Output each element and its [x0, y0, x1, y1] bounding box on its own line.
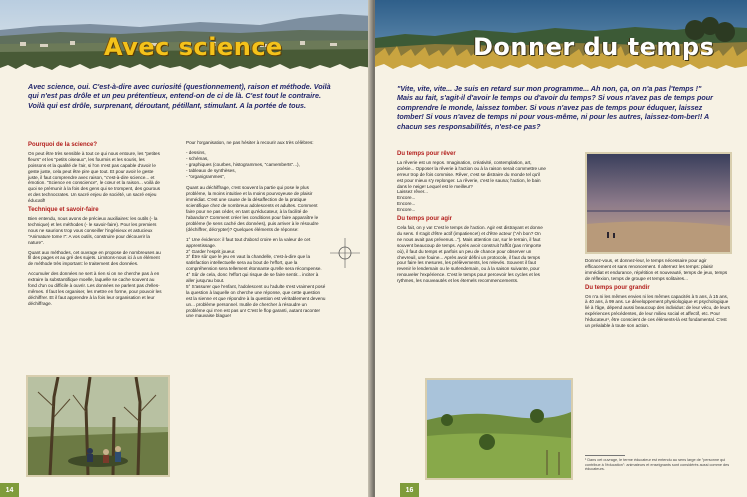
list-item: Encore... [397, 195, 416, 201]
section-heading: Pourquoi de la science? [28, 142, 98, 148]
paragraph: Bien entendu, nous avons de précieux auxiliaires: les outils (- la technique) et les méthodes (- le savoir-faire). Pour les premiers nous ne saurions trop vous conseiller l'ingénieux et astucieux "Animature tome I": A vos outils, construire pour découvrir la nature". [28, 215, 158, 245]
left-intro: Avec science, oui. C'est-à-dire avec curiosité (questionnement), raison et méthode. Voilà qui n'est pas drôle et un peu prétentieux, entend-on de ci de là. C'est tout le contraire. Voilà qui est drôle, surprenant, déroutant, pétillant, stimulant. A la portée de tous. [28, 82, 331, 110]
right-column-1 [397, 150, 547, 288]
left-column-2 [186, 140, 326, 319]
list-item: 5° S'assurer que l'enfant, l'adolescent ou l'adulte s'est vraiment posé la question à laquelle on cherche une réponse, que cette question est la sienne et que répondre à la question est véritablement devenu un... problème personnel. Inutile de chercher à résoudre un problème qui n'en est pas un! C'est le flop garanti, autant raconter une mauvaise blague! [186, 283, 326, 319]
list-item: 2° Garder l'esprit joueur. [186, 248, 236, 254]
paragraph: Accumuler des données ne sert à rien si on ne cherche pas à en extraire la substantifique moelle, laquelle se cache souvent au fond d'un ou difficile à ouvrir. Les données ne parlent pas d'elles-mêmes. Il faut les organiser, les mettre en forme, pour pouvoir les déchiffrer. Et il faut apprendre à la fois leur organisation et leur déchiffrage. [28, 271, 162, 306]
list-item: 1° Une évidence: il faut tout d'abord croire en la valeur de cet apprentissage. [186, 236, 311, 248]
list-item: Laissez rêver... [397, 189, 428, 195]
list-item: - dessins, [186, 149, 206, 155]
torn-paper-edge [375, 62, 747, 76]
right-column-2 [585, 258, 731, 333]
list-item: - "organigrammes", [186, 173, 226, 179]
list-item: - schémas, [186, 155, 209, 161]
left-page-title: Avec science [104, 33, 283, 61]
list-item: 4° Sûr de cela, donc l'effort qui risque de se faire sentir... inciter à aller jusqu'au bout. [186, 272, 319, 284]
right-banner-photo [375, 0, 747, 70]
footnote: ¹ Dans cet ouvrage, le terme éducateur est entendu au sens large de "personne qui contribue à l'éducation": animateurs et enseignants sont considérés aussi comme des éducateurs. [585, 458, 730, 472]
registration-mark-icon [330, 238, 360, 268]
paragraph: On n'a ni les mêmes envies ni les mêmes capacités à 5 ans, à 15 ans, à 40 ans, à 99 ans. Le développement physiologique et psychologique lié à l'âge, dépend aussi beaucoup des individus: de leur vécu, de leurs expériences précédentes, de leur milieu social et affectif, etc. Pour l'éducateur¹, être conscient de ces éléments-là est fondamental. C'est un préalable à toute son action. [585, 293, 730, 329]
list-item: 3° Être sûr que le jeu en vaut la chandelle, c'est-à-dire que la satisfaction intellectuelle sera au bout de l'effort, que la compréhension sera tellement étonnante qu'elle sera récompense. [186, 254, 322, 272]
right-page-title: Donner du temps [473, 33, 715, 61]
left-banner-photo [0, 0, 372, 70]
list-item: Encore... [397, 207, 416, 213]
section-heading: Du temps pour grandir [585, 284, 650, 291]
left-column-1 [28, 140, 164, 311]
paragraph: Quant aux méthodes, cet ouvrage en propose de nombreuses au fil des pages et au gré des sujets. Limitons-nous ici à un élément de méthode très important: le traitement des données. [28, 249, 161, 267]
left-page [0, 0, 372, 497]
list-item: - tableaux de synthèses, [186, 167, 236, 173]
page-number-left: 14 [0, 483, 19, 497]
list-item: Encore... [397, 201, 416, 207]
paragraph: La rêverie est un repos. Imagination, créativité, contemplation, art, poésie... Opposer la rêverie à l'action ou à la raison serait commettre une erreur trop de fois commise. Rêver, c'est se distraire du monde tel qu'il est pour mieux s'y replonger. La rêverie, c'est le sauna; l'action, le bain dans le neige! Lequel est le meilleur? [397, 159, 546, 189]
section-heading: Du temps pour rêver [397, 151, 456, 157]
children-in-forest-photo [26, 375, 170, 477]
page-number-right: 16 [400, 483, 419, 497]
paragraph: Donnez-vous, et donnez-leur, le temps nécessaire pour agir efficacement et sans renoncement. Il alternez les temps: plaisir immédiat et endurance, répétition et nouveauté, temps de jeux, temps de réflexion, temps de groupe et temps solitaires... [585, 258, 728, 281]
green-meadow-photo [425, 378, 573, 480]
section-heading: Technique et savoir-faire [28, 207, 99, 214]
footnote-rule [585, 455, 625, 456]
seaside-sunset-photo [585, 152, 732, 254]
right-page [375, 0, 747, 497]
paragraph: Quant au déchiffrage, c'est souvent la partie qui pose le plus problème, la moins intuitive et la moins pourvoyeuse de plaisir immédiat. C'est une cause de la désaffection de la pratique scientifique chez de nombreux adolescents et adultes. Comment faire pour ne pas céder, en tant qu'éducateur, à la facilité de l'abandon? Comment créer les conditions pour faire apparaître le problème (le sens caché des données), puis arriver à le résoudre (déchiffrer, décrypter)? Quelques éléments de réponse: [186, 185, 319, 232]
paragraph: Cela fait, on y va! C'est le temps de l'action. Agir est distrayant et donne du sens. Il s'agit d'être actif (impatience!) et d'être acteur ("Ah bon? On ne nous avait pas prévenus..."). Mais attention car, sur le terrain, il faut souvent beaucoup de temps. Après avoir construit l'affût (pas n'importe où), il faut du temps et parfois un peu de chance pour observer un chevreuil, une fouine... Après avoir défini un protocole, il faut du temps pour faire les mesures, les prélèvements, les relevés. Souvent il faut revenir le lendemain ou le surlendemain, ou à la saison suivante, pour renouveler l'expérience. C'est le temps pour percevoir les cycles et les rythmes, les nouveautés et les éternels recommencements. [397, 224, 543, 284]
paragraph: Pour l'organisation, ne pas hésiter à recourir aux très célèbres: [186, 140, 314, 145]
list-item: - graphiques (courbes, histogrammes, "camemberts"...), [186, 161, 300, 167]
torn-paper-edge [0, 62, 372, 76]
right-intro: "Vite, vite, vite... Je suis en retard sur mon programme... Ah non, ça, on n'a pas l'temps !" Mais au fait, s'agit-il d'avoir le temps ou d'avoir du temps? Si vous n'avez pas de temps pour comprendre le monde, laissez tomber. Si vous n'avez pas de temps pour éduquer, laissez tomber! Si vous n'avez de temps ni pour vous-même, ni pour les autres, laissez-tom-ber!! A chacun ses responsabilités, n'est-ce pas? [397, 84, 713, 131]
paragraph: On peut être très sensible à tout ce qui nous entoure, les "petites fleurs" et les "petits oiseaux", les fourmis et les souris, les poissons et la qualité de l'air, si l'on n'est pas capable d'avoir le geste juste, cela peut être pire que tout. Et pour avoir le geste juste, il faut comprendre avec raison, "c'est-à-dire science... et émotion. "Science en conscience", le cœur et la raison... voilà de quoi se prémunir à la fois des gens qui se trompent, des gourous et des technocrates. Un sacré enjeu de société, un sacré enjeu éducatif! [28, 150, 161, 204]
section-heading: Du temps pour agir [397, 216, 453, 223]
